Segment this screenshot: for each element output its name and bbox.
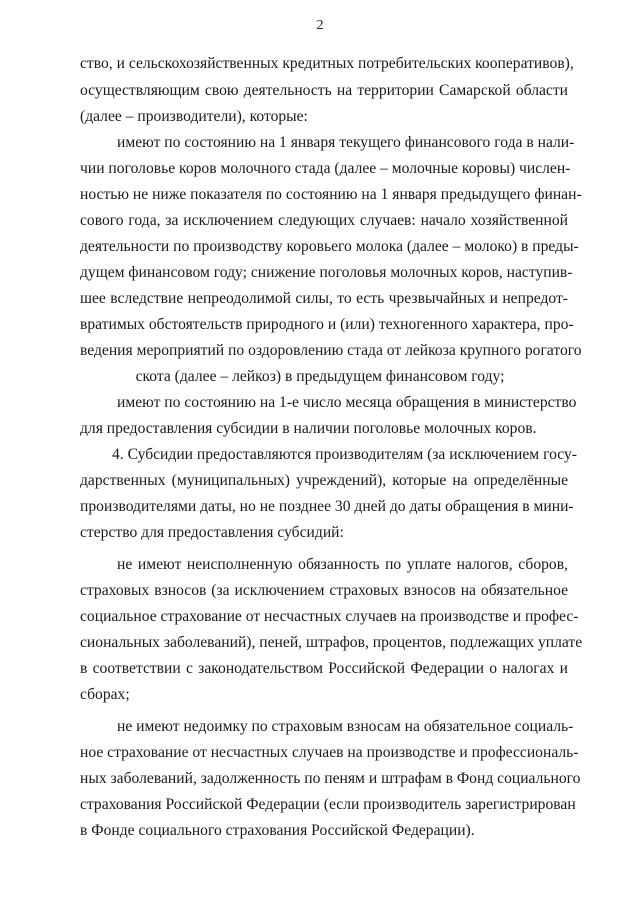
text-line: имеют по состоянию на 1-е число месяца обращения в министерство bbox=[117, 394, 577, 411]
text-line: дарственных (муниципальных) учреждений), которые на определённые bbox=[80, 472, 568, 489]
text-line: страхования Российской Федерации (если производитель зарегистрирован bbox=[80, 796, 576, 813]
text-line: ностью не ниже показателя по состоянию на 1 января предыдущего финан- bbox=[80, 186, 582, 203]
text-line: стерство для предоставления субсидий: bbox=[80, 524, 344, 541]
text-line: чии поголовье коров молочного стада (далее – молочные коровы) числен- bbox=[80, 160, 571, 177]
text-line: не имеют недоимку по страховым взносам на обязательное социаль- bbox=[117, 718, 574, 735]
text-line: осуществляющим свою деятельность на территории Самарской области bbox=[80, 82, 568, 99]
text-line: скота (далее – лейкоз) в предыдущем финансовом году; bbox=[135, 368, 505, 385]
text-line: социальное страхование от несчастных случаев на производстве и профес- bbox=[80, 608, 579, 625]
text-line: в Фонде социального страхования Российской Федерации). bbox=[80, 822, 475, 839]
text-line: вратимых обстоятельств природного и (или) техногенного характера, про- bbox=[80, 316, 574, 333]
text-line: деятельности по производству коровьего молока (далее – молоко) в преды- bbox=[80, 238, 579, 255]
text-line: имеют по состоянию на 1 января текущего финансового года в нали- bbox=[117, 134, 575, 151]
text-line: ство, и сельскохозяйственных кредитных потребительских кооперативов), bbox=[80, 55, 574, 72]
text-line: дущем финансовом году; снижение поголовья молочных коров, наступив- bbox=[80, 264, 573, 281]
text-line: 4. Субсидии предоставляются производителям (за исключением госу- bbox=[112, 446, 577, 463]
text-line: (далее – производители), которые: bbox=[80, 108, 308, 125]
text-line: сиональных заболеваний), пеней, штрафов, процентов, подлежащих уплате bbox=[80, 634, 583, 651]
text-line: для предоставления субсидии в наличии поголовье молочных коров. bbox=[80, 420, 537, 437]
text-line: страховых взносов (за исключением страховых взносов на обязательное bbox=[80, 582, 568, 599]
text-line: шее вследствие непреодолимой силы, то есть чрезвычайных и непредот- bbox=[80, 290, 568, 307]
text-line: сового года, за исключением следующих случаев: начало хозяйственной bbox=[80, 212, 568, 229]
page-number: 2 bbox=[316, 18, 324, 33]
text-line: сборах; bbox=[80, 686, 130, 703]
text-line: производителями даты, но не позднее 30 дней до даты обращения в мини- bbox=[80, 498, 574, 515]
text-line: не имеют неисполненную обязанность по уплате налогов, сборов, bbox=[117, 556, 568, 573]
text-line: ведения мероприятий по оздоровлению стада от лейкоза крупного рогатого bbox=[80, 342, 582, 359]
text-line: ных заболеваний, задолженность по пеням и штрафам в Фонд социального bbox=[80, 770, 581, 787]
text-line: в соответствии с законодательством Российской Федерации о налогах и bbox=[80, 660, 568, 677]
text-line: ное страхование от несчастных случаев на производстве и профессиональ- bbox=[80, 744, 579, 761]
